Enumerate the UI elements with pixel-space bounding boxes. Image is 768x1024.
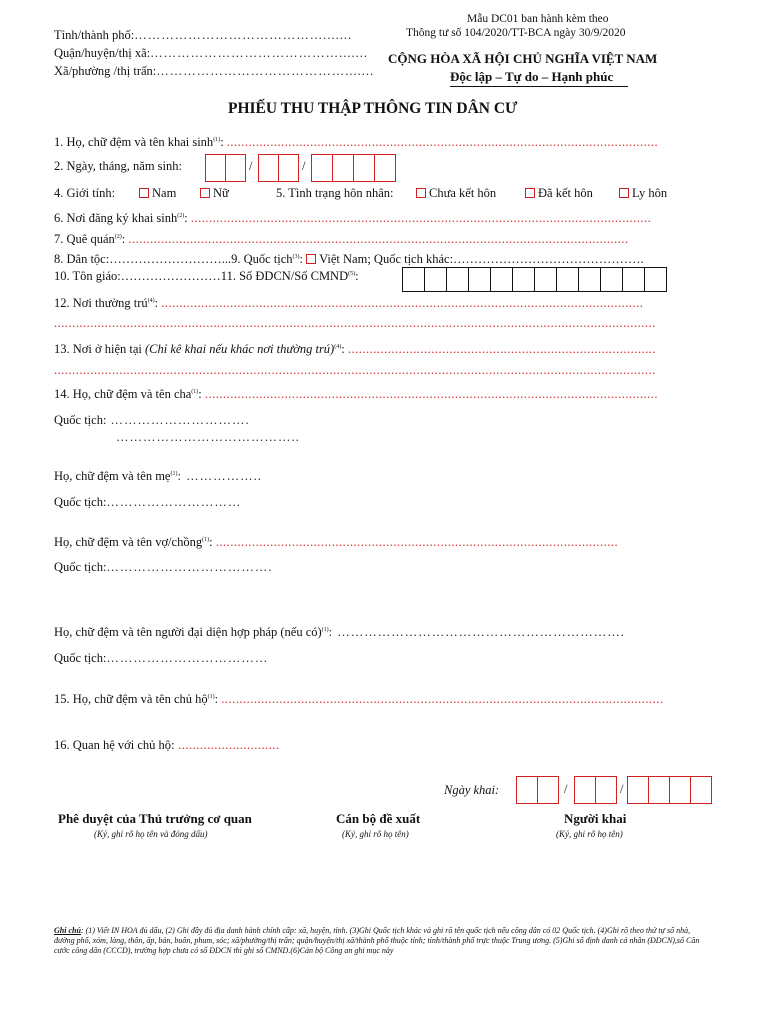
rep-nationality-label: Quốc tịch: <box>54 651 107 665</box>
approval-heading: Phê duyệt của Thủ trưởng cơ quan <box>58 811 252 826</box>
nation-title: CỘNG HÒA XÃ HỘI CHỦ NGHĨA VIỆT NAM <box>388 51 658 66</box>
field-8-9: 8. Dân tộc:………………………...9. Quốc tịch$^{(3)}$: Việt Nam; Quốc tịch khác:………………………………………. <box>54 252 644 266</box>
approval-sub: (Ký, ghi rõ họ tên và đóng dấu) <box>94 829 208 839</box>
field-16-input[interactable]: ............................ <box>174 738 280 752</box>
field-10-11: 10. Tôn giáo:……………………11. Số ĐDCN/Số CMND$^{(5)}$: <box>54 269 359 283</box>
checkbox-icon[interactable] <box>525 188 535 198</box>
form-title: PHIẾU THU THẬP THÔNG TIN DÂN CƯ <box>228 100 518 117</box>
field-15-input[interactable]: .......................................................................................................................... <box>221 692 664 706</box>
declare-day-boxes[interactable] <box>516 776 559 804</box>
field-2-label: 2. Ngày, tháng, năm sinh: <box>54 159 182 173</box>
field-10-label: 10. Tôn giáo:……………………11. Số ĐDCN/Số CMND <box>54 269 349 283</box>
rep-name: Họ, chữ đệm và tên người đại diện hợp pháp (nếu có)$^{(1)}$: ………………………………………………………. <box>54 625 625 639</box>
commune-label: Xã/phường /thị trấn: <box>54 64 157 78</box>
dob-sep-2: / <box>302 159 306 173</box>
declarant-heading: Người khai <box>564 811 627 826</box>
field-8-label: 8. Dân tộc:………………………...9. Quốc tịch <box>54 252 293 266</box>
declare-sep-1: / <box>564 782 568 796</box>
field-4 <box>54 186 115 201</box>
field-1-label: 1. Họ, chữ đệm và tên khai sinh <box>54 135 214 149</box>
commune-dots[interactable]: ……………………………………....... <box>156 64 375 78</box>
declare-month-boxes[interactable] <box>574 776 617 804</box>
spouse-nationality-label: Quốc tịch: <box>54 560 107 574</box>
marital-married-option[interactable] <box>525 186 593 201</box>
gender-female-label: Nữ <box>213 186 229 200</box>
father-nationality-label: Quốc tịch: <box>54 413 107 427</box>
dob-day-boxes[interactable] <box>205 154 246 182</box>
motto-underline <box>450 86 628 87</box>
checkbox-icon[interactable] <box>139 188 149 198</box>
dob-month-boxes[interactable] <box>258 154 299 182</box>
marital-divorced-option[interactable] <box>619 186 667 201</box>
spouse-name: Họ, chữ đệm và tên vợ/chồng$^{(1)}$: ............................................................................................................... <box>54 535 619 549</box>
father-nationality-input-2[interactable]: ………………………………….. <box>116 430 300 444</box>
marital-single-label: Chưa kết hôn <box>429 186 497 200</box>
gender-male-label: Nam <box>152 186 177 200</box>
mother-nationality-label: Quốc tịch: <box>54 495 107 509</box>
field-14-label: 14. Họ, chữ đệm và tên cha <box>54 387 192 401</box>
dob-year-boxes[interactable] <box>311 154 396 182</box>
field-13-input[interactable]: ..................................................................................... <box>347 342 656 356</box>
mother-nationality-input[interactable]: ………………………… <box>106 495 242 509</box>
district-label: Quận/huyện/thị xã: <box>54 46 151 60</box>
rep-name-label: Họ, chữ đệm và tên người đại diện hợp pháp (nếu có) <box>54 625 322 639</box>
spouse-nationality <box>54 560 273 575</box>
rep-nationality <box>54 651 268 666</box>
field-12-input[interactable]: ..................................................................................................................................... <box>161 296 644 310</box>
dob-sep-1: / <box>249 159 253 173</box>
field-1: 1. Họ, chữ đệm và tên khai $\sinh^{(1)}$: ....................................................................................................................... <box>54 135 659 149</box>
field-12-label: 12. Nơi thường trú <box>54 296 148 310</box>
id-number-boxes[interactable] <box>402 267 667 292</box>
marital-divorced-label: Ly hôn <box>632 186 668 200</box>
checkbox-icon[interactable] <box>619 188 629 198</box>
field-13-label: 13. Nơi ở hiện tại <box>54 342 145 356</box>
commune-field <box>54 64 374 79</box>
field-4-label: 4. Giới tính: <box>54 186 116 200</box>
field-7-label: 7. Quê quán <box>54 232 115 246</box>
field-15: 15. Họ, chữ đệm và tên chủ hộ$^{(1)}$: .......................................................................................................................... <box>54 692 664 706</box>
officer-sub: (Ký, ghi rõ họ tên) <box>342 829 409 839</box>
field-16-label: 16. Quan hệ với chủ hộ: <box>54 738 175 752</box>
province-label: Tỉnh/thành phố: <box>54 28 135 42</box>
rep-nationality-input[interactable]: ……………………………… <box>106 651 269 665</box>
footnotes-label: Ghi chú <box>54 926 81 935</box>
checkbox-icon[interactable] <box>200 188 210 198</box>
field-9-colon: : <box>299 252 307 266</box>
field-7: 7. Quê quán$^{(2)}$: .......................................................................................................................................... <box>54 232 629 246</box>
field-13-hint: (Chỉ kê khai nếu khác nơi thường trú) <box>145 342 335 356</box>
field-13-input-line2[interactable]: ...................................................................................................................................................................... <box>54 363 656 377</box>
district-field <box>54 46 368 61</box>
field-7-input[interactable]: .......................................................................................................................................... <box>128 232 629 246</box>
province-dots[interactable]: ……………………………………....... <box>134 28 353 42</box>
gender-female-option[interactable] <box>200 186 229 201</box>
field-6-label: 6. Nơi đăng ký khai sinh <box>54 211 178 225</box>
marital-single-option[interactable] <box>416 186 496 201</box>
field-6-input[interactable]: ............................................................................................................................... <box>190 211 652 225</box>
father-name-input[interactable]: ............................................................................................................................. <box>204 387 659 401</box>
mother-name: Họ, chữ đệm và tên mẹ$^{(1)}$: …………….. <box>54 469 262 483</box>
footnotes <box>54 926 711 956</box>
field-13: 13. Nơi ở hiện tại (Chỉ kê khai nếu khác nơi thường trú)$^{(4)}$: ..................................................................................... <box>54 342 656 356</box>
field-6: 6. Nơi đăng ký khai $\sinh^{(2)}$: ............................................................................................................................... <box>54 211 652 225</box>
motto: Độc lập – Tự do – Hạnh phúc <box>450 69 614 84</box>
form-code: Mẫu DC01 ban hành kèm theo <box>467 13 609 25</box>
field-9-options: Việt Nam; Quốc tịch khác:………………………………………. <box>319 252 644 266</box>
father-nationality-input[interactable]: …………………………. <box>106 413 250 427</box>
field-5-label: 5. Tình trạng hôn nhân: <box>276 186 394 200</box>
declare-sep-2: / <box>620 782 624 796</box>
province-field <box>54 28 352 43</box>
checkbox-icon[interactable] <box>416 188 426 198</box>
checkbox-icon[interactable] <box>306 254 316 264</box>
officer-heading: Cán bộ đề xuất <box>336 811 421 826</box>
gender-male-option[interactable] <box>139 186 176 201</box>
field-15-label: 15. Họ, chữ đệm và tên chủ hộ <box>54 692 208 706</box>
circular-ref: Thông tư số 104/2020/TT-BCA ngày 30/9/2020 <box>406 27 626 39</box>
spouse-name-input[interactable]: ............................................................................................................... <box>215 535 619 549</box>
field-1-input[interactable]: ....................................................................................................................... <box>226 135 659 149</box>
spouse-name-label: Họ, chữ đệm và tên vợ/chồng <box>54 535 203 549</box>
field-12: 12. Nơi thường trú$^{(4)}$: ..................................................................................................................................... <box>54 296 644 310</box>
mother-name-label: Họ, chữ đệm và tên mẹ <box>54 469 171 483</box>
declaration-date-label: Ngày khai: <box>444 783 500 797</box>
rep-name-input[interactable]: : ………………………………………………………. <box>328 625 625 639</box>
mother-name-input[interactable]: : …………….. <box>177 469 262 483</box>
footnotes-text: : (1) Viết IN HOA đủ dấu, (2) Ghi đầy đủ địa danh hành chính cấp: xã, huyện, tỉnh. (3)Ghi Quốc tịch khác và ghi rõ tên quốc tịch nếu công dân có 02 Quốc tịch. (4)Ghi rõ theo thứ tự số nhà, đường phố, xóm, làng, thôn, ấp, bản, buôn, phum, sóc; xã/phường/thị trấn; quận/huyện/thị xã/thành phố thuộc tỉnh; tỉnh/thành phố trực thuộc Trung ương. (5)Ghi số định danh cá nhân (ĐDCN),số Căn cước công dân (CCCD), trường hợp chưa có số ĐDCN thì ghi số CMND.(6)Cán bộ Công an ghi mục này <box>54 926 700 955</box>
spouse-nationality-input[interactable]: ………………………………. <box>106 560 273 574</box>
field-14: 14. Họ, chữ đệm và tên cha$^{(1)}$: ............................................................................................................................. <box>54 387 659 401</box>
father-nationality <box>54 413 250 428</box>
field-12-input-line2[interactable]: ...................................................................................................................................................................... <box>54 316 656 330</box>
field-16 <box>54 738 280 753</box>
declare-year-boxes[interactable] <box>627 776 712 804</box>
marital-married-label: Đã kết hôn <box>538 186 593 200</box>
declarant-sub: (Ký, ghi rõ họ tên) <box>556 829 623 839</box>
mother-nationality <box>54 495 241 510</box>
district-dots[interactable]: ……………………………………....... <box>150 46 369 60</box>
